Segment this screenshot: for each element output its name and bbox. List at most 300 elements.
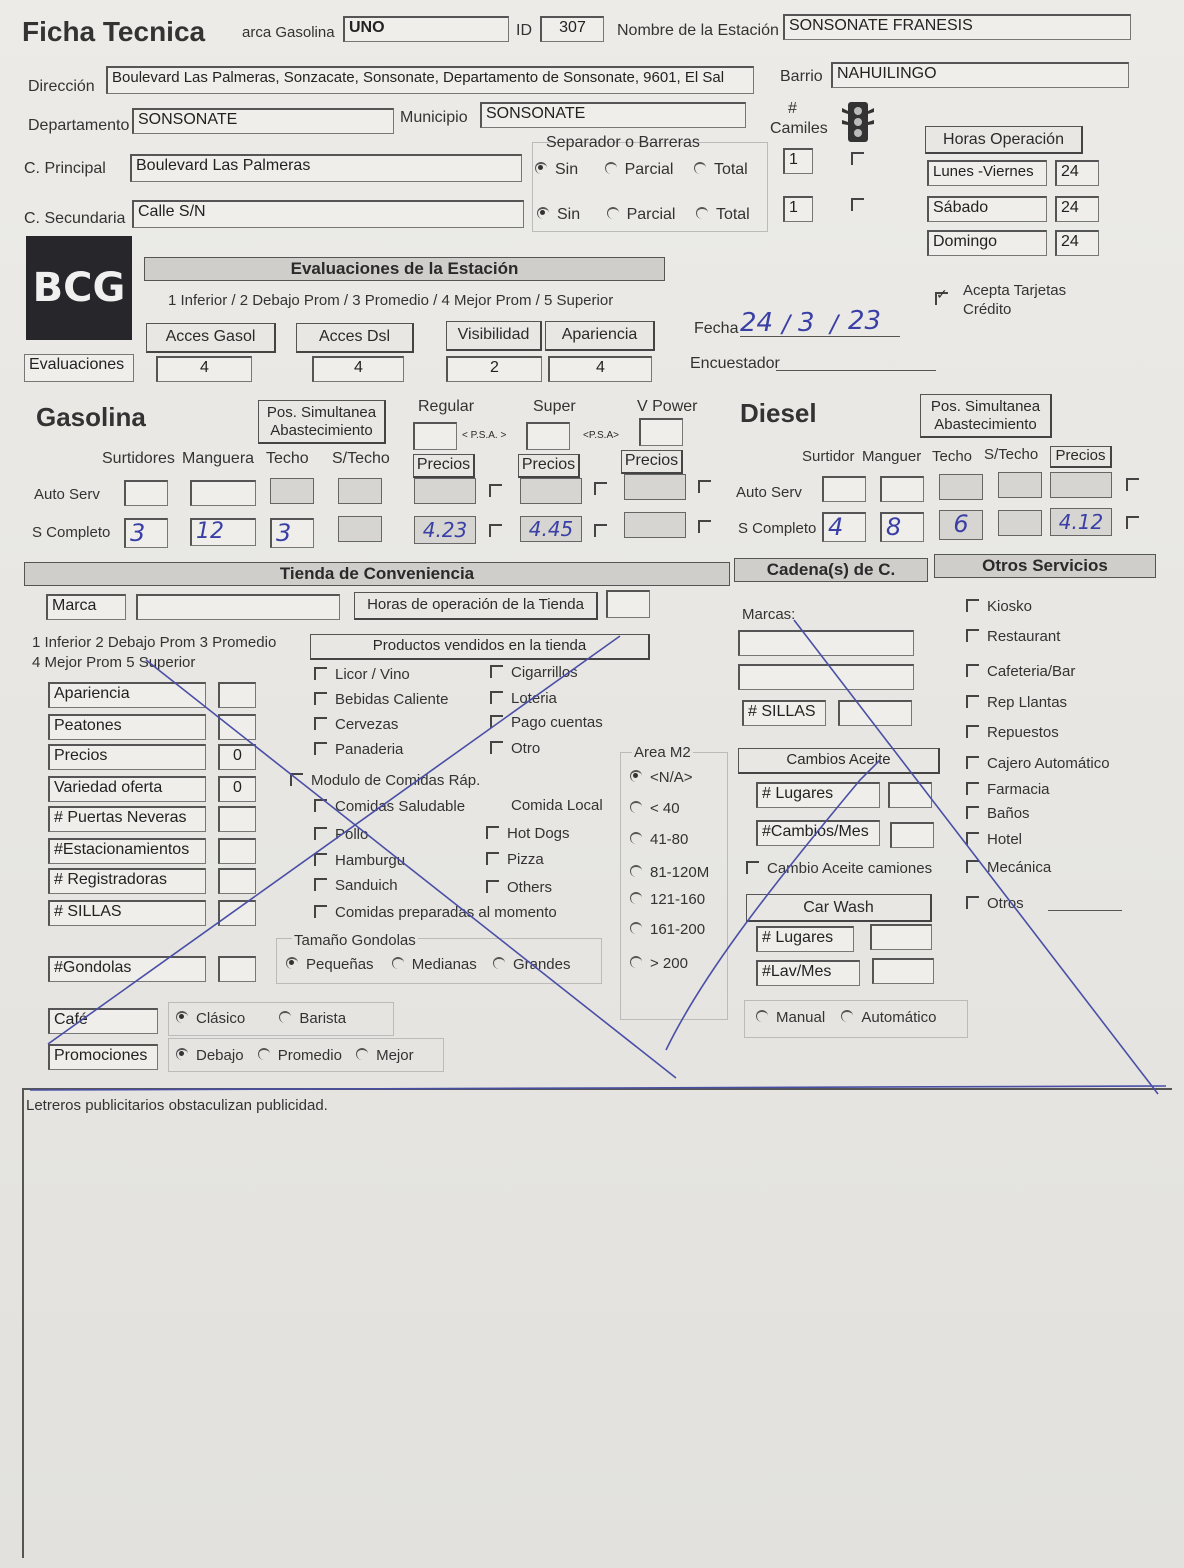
tienda-eval-field[interactable]	[218, 714, 256, 740]
area-label: 41-80	[650, 831, 689, 848]
gas-sc-manguera[interactable]: 12	[190, 518, 256, 546]
separador-label: Separador o Barreras	[546, 134, 700, 151]
carwash-automatico-radio[interactable]	[841, 1010, 853, 1022]
tienda-eval-label: Apariencia	[48, 682, 206, 708]
evaluaciones-row-label: Evaluaciones	[24, 354, 134, 382]
dsl-precios: Precios	[1050, 446, 1112, 468]
cafe-clasico-label: Clásico	[196, 1010, 246, 1027]
otros-servicio-label: Repuestos	[987, 724, 1059, 741]
gas-as-stecho[interactable]	[338, 478, 382, 504]
dsl-auto-serv-label: Auto Serv	[736, 484, 802, 501]
gondola-pequenas-label: Pequeñas	[306, 956, 374, 973]
sep1-total-label: Total	[713, 161, 748, 178]
otros-servicio-checkbox[interactable]	[966, 806, 979, 819]
otros-servicio-item	[966, 694, 1067, 711]
gas-as-techo[interactable]	[270, 478, 314, 504]
sep-row-2	[537, 206, 750, 224]
gondola-pequenas-radio[interactable]	[286, 957, 298, 969]
carwash-lav-mes-label: #Lav/Mes	[756, 960, 860, 986]
gas-sc-precio-regular[interactable]: 4.23	[414, 516, 476, 544]
producto2-item	[490, 664, 578, 681]
tienda-marca-field[interactable]	[136, 594, 340, 620]
sep1-total-radio[interactable]	[694, 162, 706, 174]
tienda-eval-field[interactable]: 0	[218, 744, 256, 770]
municipio-field[interactable]: SONSONATE	[480, 102, 746, 128]
tienda-marca-label: Marca	[46, 594, 126, 620]
gas-pos-sim-2: Abastecimiento	[270, 422, 373, 439]
dsl-as-stecho[interactable]	[998, 472, 1042, 498]
gondola-grandes-radio[interactable]	[493, 957, 505, 969]
area-label: > 200	[650, 955, 688, 972]
form-title: Ficha Tecnica	[22, 16, 206, 47]
tarjetas-label-1: Acepta Tarjetas	[963, 282, 1067, 299]
gas-pos-sim-box	[258, 400, 386, 444]
sabado-label: Sábado	[927, 196, 1047, 222]
tienda-eval-field[interactable]: 0	[218, 776, 256, 802]
otros-servicio-checkbox[interactable]	[966, 756, 979, 769]
tienda-eval-label: # SILLAS	[48, 900, 206, 926]
otros-servicio-label: Mecánica	[987, 859, 1052, 876]
dsl-col-manguer: Manguer	[862, 448, 922, 465]
gondolas-options	[286, 956, 571, 973]
comida2-checkbox[interactable]	[486, 852, 499, 865]
sep2-parcial-radio[interactable]	[607, 207, 619, 219]
fecha-year[interactable]: 23	[848, 306, 882, 336]
carwash-automatico-label: Automático	[861, 1009, 937, 1026]
notes-text: Letreros publicitarios obstaculizan publicidad.	[26, 1097, 328, 1114]
otros-servicio-label: Rep Llantas	[987, 694, 1068, 711]
barrio-label: Barrio	[780, 68, 823, 85]
promo-mejor-label: Mejor	[376, 1047, 414, 1064]
promo-promedio-radio[interactable]	[258, 1048, 270, 1060]
gas-as-surtidores[interactable]	[124, 480, 168, 506]
cafe-options	[176, 1010, 346, 1027]
comida-label: Hamburgu	[335, 852, 406, 869]
gondola-grandes-label: Grandes	[512, 956, 571, 973]
producto-item	[314, 666, 410, 683]
barrio-field[interactable]: NAHUILINGO	[831, 62, 1129, 88]
cafe-barista-radio[interactable]	[279, 1011, 291, 1023]
tienda-eval-field[interactable]	[218, 806, 256, 832]
dsl-sc-psa[interactable]	[1126, 516, 1139, 529]
promociones-label: Promociones	[48, 1044, 158, 1070]
regular-psa-field[interactable]	[413, 422, 457, 450]
dsl-sc-manguera[interactable]: 8	[880, 512, 924, 542]
otros-servicio-label: Hotel	[987, 831, 1023, 848]
direccion-label: Dirección	[28, 78, 95, 95]
vpower-psa-field[interactable]	[639, 418, 683, 446]
comida-checkbox[interactable]	[314, 878, 327, 891]
vpower-label: V Power	[637, 398, 698, 415]
gas-col-surtidores: Surtidores	[102, 450, 175, 467]
bcg-logo: BCG	[26, 236, 132, 340]
gas-sc-psa-regular[interactable]	[489, 524, 502, 537]
area-option	[630, 891, 705, 908]
sabado-field[interactable]: 24	[1055, 196, 1099, 222]
otros-servicio-label: Kiosko	[987, 598, 1033, 615]
otros-servicio-checkbox[interactable]	[966, 599, 979, 612]
carwash-lugares-label: # Lugares	[756, 926, 854, 952]
otros-servicio-item	[966, 663, 1075, 680]
area-radio[interactable]	[630, 865, 642, 877]
camiles-1-checkbox[interactable]	[851, 152, 864, 165]
dsl-col-stecho: S/Techo	[984, 446, 1039, 463]
otros-servicio-label: Baños	[987, 805, 1030, 822]
gas-as-precio-vpower[interactable]	[624, 474, 686, 500]
producto2-checkbox[interactable]	[490, 715, 503, 728]
otros-servicio-checkbox[interactable]	[966, 896, 979, 909]
fecha-underline	[740, 336, 900, 337]
otros-servicio-label: Farmacia	[987, 781, 1050, 798]
carwash-manual-label: Manual	[776, 1009, 826, 1026]
tienda-scale-2: 4 Mejor Prom 5 Superior	[32, 654, 196, 671]
tarjetas-label-2: Crédito	[963, 301, 1012, 318]
area-option	[630, 921, 705, 938]
gas-sc-techo[interactable]: 3	[270, 518, 314, 548]
producto-checkbox[interactable]	[314, 692, 327, 705]
tienda-eval-label: # Puertas Neveras	[48, 806, 206, 832]
dsl-pos-sim-box	[920, 394, 1052, 438]
otros-servicio-label: Restaurant	[987, 628, 1061, 645]
producto-label: Bebidas Caliente	[335, 691, 449, 708]
dsl-as-psa[interactable]	[1126, 478, 1139, 491]
otros-servicio-label: Otros	[987, 895, 1024, 912]
otros-servicio-checkbox[interactable]	[966, 860, 979, 873]
gas-col-techo: Techo	[266, 450, 309, 467]
evaluaciones-header: Evaluaciones de la Estación	[144, 257, 665, 281]
comida2-item	[486, 851, 544, 868]
gas-precios-2: Precios	[518, 454, 580, 478]
eval-acces-gasol-field[interactable]: 4	[156, 356, 252, 382]
comida-local-label: Comida Local	[511, 797, 603, 814]
domingo-field[interactable]: 24	[1055, 230, 1099, 256]
c-principal-field[interactable]: Boulevard Las Palmeras	[130, 154, 522, 182]
super-psa-field[interactable]	[526, 422, 570, 450]
gas-sc-precio-super[interactable]: 4.45	[520, 516, 582, 542]
producto-label: Panaderia	[335, 741, 404, 758]
otros-servicio-checkbox[interactable]	[966, 782, 979, 795]
comida-label: Comidas Saludable	[335, 798, 466, 815]
producto-item	[314, 691, 448, 708]
cadena-header: Cadena(s) de C.	[734, 558, 928, 582]
gas-sc-psa-vpower[interactable]	[698, 520, 711, 533]
sep-row-1	[535, 161, 748, 179]
area-option	[630, 831, 688, 848]
area-title: Area M2	[634, 744, 691, 761]
marcas-field-2[interactable]	[738, 664, 914, 690]
fecha-month[interactable]: 3	[798, 308, 815, 338]
producto2-label: Otro	[511, 740, 541, 757]
tienda-horas-label: Horas de operación de la Tienda	[354, 592, 598, 620]
comida-checkbox[interactable]	[314, 827, 327, 840]
cafe-barista-label: Barista	[299, 1010, 347, 1027]
fecha-day[interactable]: 24	[740, 308, 774, 338]
fecha-sep-1: /	[782, 310, 791, 338]
area-radio[interactable]	[630, 770, 642, 782]
comida2-label: Others	[507, 879, 553, 896]
encuestador-label: Encuestador	[690, 355, 780, 372]
eval-apariencia-field[interactable]: 4	[548, 356, 652, 382]
dsl-pos-sim-1: Pos. Simultanea	[930, 398, 1041, 415]
camiles-2-checkbox[interactable]	[851, 198, 864, 211]
gas-as-manguera[interactable]	[190, 480, 256, 506]
producto-item	[314, 741, 403, 758]
area-label: 161-200	[650, 921, 706, 938]
otros-servicio-item	[966, 781, 1050, 798]
tienda-eval-field[interactable]	[218, 838, 256, 864]
id-field[interactable]: 307	[540, 16, 604, 42]
otros-servicio-item	[966, 895, 1024, 912]
fecha-sep-2: /	[830, 310, 839, 338]
lunes-viernes-field[interactable]: 24	[1055, 160, 1099, 186]
sep2-total-radio[interactable]	[696, 207, 708, 219]
tarjetas-check-mark: ✓	[936, 286, 948, 302]
dsl-col-surtidor: Surtidor	[802, 448, 855, 465]
gas-sc-precio-vpower[interactable]	[624, 512, 686, 538]
sep2-sin-label: Sin	[557, 206, 581, 223]
area-radio[interactable]	[630, 892, 642, 904]
otros-servicio-checkbox[interactable]	[966, 832, 979, 845]
otros-header: Otros Servicios	[934, 554, 1156, 578]
otros-servicio-item	[966, 859, 1051, 876]
aceite-lugares-field[interactable]	[888, 782, 932, 808]
psa-label-2: <P.S.A>	[583, 430, 619, 441]
area-label: < 40	[650, 800, 680, 817]
tienda-eval-label: #Gondolas	[48, 956, 206, 982]
carwash-lugares-field[interactable]	[870, 924, 932, 950]
carwash-header: Car Wash	[746, 894, 932, 922]
otros-servicio-checkbox[interactable]	[966, 629, 979, 642]
producto-item	[314, 716, 398, 733]
aceite-cambios-mes-label: #Cambios/Mes	[756, 820, 880, 846]
marcas-label: Marcas:	[742, 606, 796, 623]
gas-precios-3: Precios	[621, 450, 683, 474]
comida2-checkbox[interactable]	[486, 826, 499, 839]
direccion-field[interactable]: Boulevard Las Palmeras, Sonzacate, Sonsonate, Departamento de Sonsonate, 9601, El Sal	[106, 66, 754, 94]
area-label: 121-160	[650, 891, 706, 908]
comida-label: Pollo	[335, 826, 369, 843]
horas-operacion-header: Horas Operación	[925, 126, 1083, 154]
comida-checkbox[interactable]	[314, 799, 327, 812]
dsl-as-precio[interactable]	[1050, 472, 1112, 498]
tienda-eval-label: #Estacionamientos	[48, 838, 206, 864]
gas-as-precio-regular[interactable]	[414, 478, 476, 504]
area-radio[interactable]	[630, 956, 642, 968]
tienda-eval-label: Peatones	[48, 714, 206, 740]
producto2-item	[490, 690, 557, 707]
dsl-sc-surtidor[interactable]: 4	[822, 512, 866, 542]
tienda-horas-field[interactable]	[606, 590, 650, 618]
marca-label: arca Gasolina	[242, 24, 335, 41]
encuestador-line[interactable]	[776, 370, 936, 371]
producto-checkbox[interactable]	[314, 667, 327, 680]
otros-servicio-checkbox[interactable]	[966, 725, 979, 738]
comida-label: Comidas preparadas al momento	[335, 904, 557, 921]
otros-servicio-item	[966, 831, 1022, 848]
producto2-item	[490, 714, 603, 731]
dsl-sc-precio[interactable]: 4.12	[1050, 508, 1112, 536]
otros-specify-line[interactable]	[1048, 910, 1122, 911]
dsl-as-manguera[interactable]	[880, 476, 924, 502]
tienda-eval-label: Precios	[48, 744, 206, 770]
otros-servicio-item	[966, 805, 1030, 822]
gas-pos-sim-1: Pos. Simultanea	[266, 404, 377, 421]
sep1-sin-radio[interactable]	[535, 162, 547, 174]
c-secundaria-field[interactable]: Calle S/N	[132, 200, 524, 228]
comida2-item	[486, 879, 552, 896]
eval-acces-gasol-label: Acces Gasol	[146, 323, 276, 353]
dsl-s-completo-label: S Completo	[738, 520, 817, 537]
dsl-sc-techo[interactable]: 6	[939, 510, 983, 540]
c-secundaria-label: C. Secundaria	[24, 210, 126, 227]
cafe-label: Café	[48, 1008, 158, 1034]
producto-label: Licor / Vino	[335, 666, 410, 683]
comida-checkbox[interactable]	[314, 853, 327, 866]
aceite-cambios-mes-field[interactable]	[890, 822, 934, 848]
carwash-lav-mes-field[interactable]	[872, 958, 934, 984]
tienda-eval-label: # Registradoras	[48, 868, 206, 894]
carriles-2-field[interactable]: 1	[783, 196, 813, 222]
marcas-field-1[interactable]	[738, 630, 914, 656]
dsl-as-surtidor[interactable]	[822, 476, 866, 502]
gas-col-stecho: S/Techo	[332, 450, 390, 467]
marca-field[interactable]: UNO	[343, 16, 509, 42]
area-group	[620, 752, 728, 1020]
dsl-sc-stecho[interactable]	[998, 510, 1042, 536]
producto2-label: Cigarrillos	[511, 664, 578, 681]
diesel-title: Diesel	[740, 398, 817, 428]
tienda-eval-label: Variedad oferta	[48, 776, 206, 802]
eval-visibilidad-field[interactable]: 2	[446, 356, 542, 382]
gas-as-psa-vpower[interactable]	[698, 480, 711, 493]
cambios-aceite-header: Cambios Aceite	[738, 748, 940, 774]
eval-apariencia-label: Apariencia	[545, 321, 655, 351]
area-radio[interactable]	[630, 801, 642, 813]
promo-promedio-label: Promedio	[277, 1047, 342, 1064]
gas-as-precio-super[interactable]	[520, 478, 582, 504]
promo-mejor-radio[interactable]	[356, 1048, 368, 1060]
comida-item	[314, 852, 405, 869]
producto-label: Cervezas	[335, 716, 399, 733]
id-label: ID	[516, 22, 532, 39]
gas-sc-psa-super[interactable]	[594, 524, 607, 537]
estacion-label: Nombre de la Estación	[617, 22, 779, 39]
psa-label-1: < P.S.A. >	[462, 430, 507, 441]
aceite-camiones-checkbox[interactable]	[746, 861, 759, 874]
producto2-checkbox[interactable]	[490, 691, 503, 704]
sep2-parcial-label: Parcial	[626, 206, 676, 223]
c-principal-label: C. Principal	[24, 160, 106, 177]
producto2-item	[490, 740, 540, 757]
otros-servicio-item	[966, 628, 1060, 645]
modulo-checkbox[interactable]	[290, 773, 303, 786]
otros-servicio-checkbox[interactable]	[966, 695, 979, 708]
comida-item	[314, 826, 368, 843]
comida2-label: Pizza	[507, 851, 544, 868]
departamento-label: Departamento	[28, 117, 130, 134]
sep1-parcial-label: Parcial	[624, 161, 674, 178]
area-option	[630, 769, 693, 786]
producto-checkbox[interactable]	[314, 717, 327, 730]
comida2-item	[486, 825, 570, 842]
otros-servicio-checkbox[interactable]	[966, 664, 979, 677]
tienda-header: Tienda de Conveniencia	[24, 562, 730, 586]
carwash-type-options	[756, 1009, 936, 1026]
otros-servicio-label: Cafeteria/Bar	[987, 663, 1076, 680]
aceite-camiones	[746, 860, 932, 877]
estacion-field[interactable]: SONSONATE FRANESIS	[783, 14, 1131, 40]
comida-item	[314, 798, 465, 815]
aceite-camiones-label: Cambio Aceite camiones	[767, 860, 933, 877]
gas-as-psa-regular[interactable]	[489, 484, 502, 497]
gasolina-title: Gasolina	[36, 402, 146, 432]
dsl-col-techo: Techo	[932, 448, 973, 465]
gondola-medianas-label: Medianas	[411, 956, 477, 973]
comida-checkbox[interactable]	[314, 905, 327, 918]
eval-acces-dsl-label: Acces Dsl	[296, 323, 414, 353]
area-radio[interactable]	[630, 832, 642, 844]
carwash-manual-radio[interactable]	[756, 1010, 768, 1022]
gas-s-completo-label: S Completo	[32, 524, 111, 541]
sep1-parcial-radio[interactable]	[605, 162, 617, 174]
camiles-label: Camiles	[770, 120, 828, 137]
otros-servicio-label: Cajero Automático	[987, 755, 1110, 772]
tienda-eval-field[interactable]	[218, 868, 256, 894]
carriles-1-field[interactable]: 1	[783, 148, 813, 174]
eval-visibilidad-label: Visibilidad	[446, 321, 542, 351]
tienda-eval-field[interactable]	[218, 956, 256, 982]
cafe-clasico-radio[interactable]	[176, 1011, 188, 1023]
producto2-checkbox[interactable]	[490, 665, 503, 678]
gas-sc-surtidores[interactable]: 3	[124, 518, 168, 548]
municipio-label: Municipio	[400, 109, 468, 126]
productos-header: Productos vendidos en la tienda	[310, 634, 650, 660]
promo-debajo-radio[interactable]	[176, 1048, 188, 1060]
area-radio[interactable]	[630, 922, 642, 934]
producto2-checkbox[interactable]	[490, 741, 503, 754]
gas-as-psa-super[interactable]	[594, 482, 607, 495]
camiles-hash: #	[788, 100, 797, 117]
area-label: 81-120M	[650, 864, 710, 881]
gondola-medianas-radio[interactable]	[392, 957, 404, 969]
aceite-lugares-label: # Lugares	[756, 782, 880, 808]
comida-label: Sanduich	[335, 877, 398, 894]
producto2-label: Pago cuentas	[511, 714, 603, 731]
cadena-sillas-label: # SILLAS	[742, 700, 826, 726]
sep2-sin-radio[interactable]	[537, 207, 549, 219]
domingo-label: Domingo	[927, 230, 1047, 256]
evaluaciones-scale: 1 Inferior / 2 Debajo Prom / 3 Promedio / 4 Mejor Prom / 5 Superior	[168, 292, 614, 309]
sep1-sin-label: Sin	[555, 161, 579, 178]
departamento-field[interactable]: SONSONATE	[132, 108, 394, 134]
comida2-checkbox[interactable]	[486, 880, 499, 893]
producto-checkbox[interactable]	[314, 742, 327, 755]
tienda-scale-1: 1 Inferior 2 Debajo Prom 3 Promedio	[32, 634, 277, 651]
tienda-eval-field[interactable]	[218, 900, 256, 926]
gas-sc-stecho[interactable]	[338, 516, 382, 542]
notes-area[interactable]	[22, 1088, 1172, 1558]
tienda-eval-field[interactable]	[218, 682, 256, 708]
dsl-as-techo[interactable]	[939, 474, 983, 500]
area-label: <N/A>	[650, 769, 693, 786]
producto2-label: Loteria	[511, 690, 557, 707]
traffic-light-icon	[840, 100, 876, 144]
cadena-sillas-field[interactable]	[838, 700, 912, 726]
gas-precios-1: Precios	[413, 454, 475, 478]
area-option	[630, 800, 680, 817]
eval-acces-dsl-field[interactable]: 4	[312, 356, 404, 382]
comida-item	[314, 904, 557, 921]
